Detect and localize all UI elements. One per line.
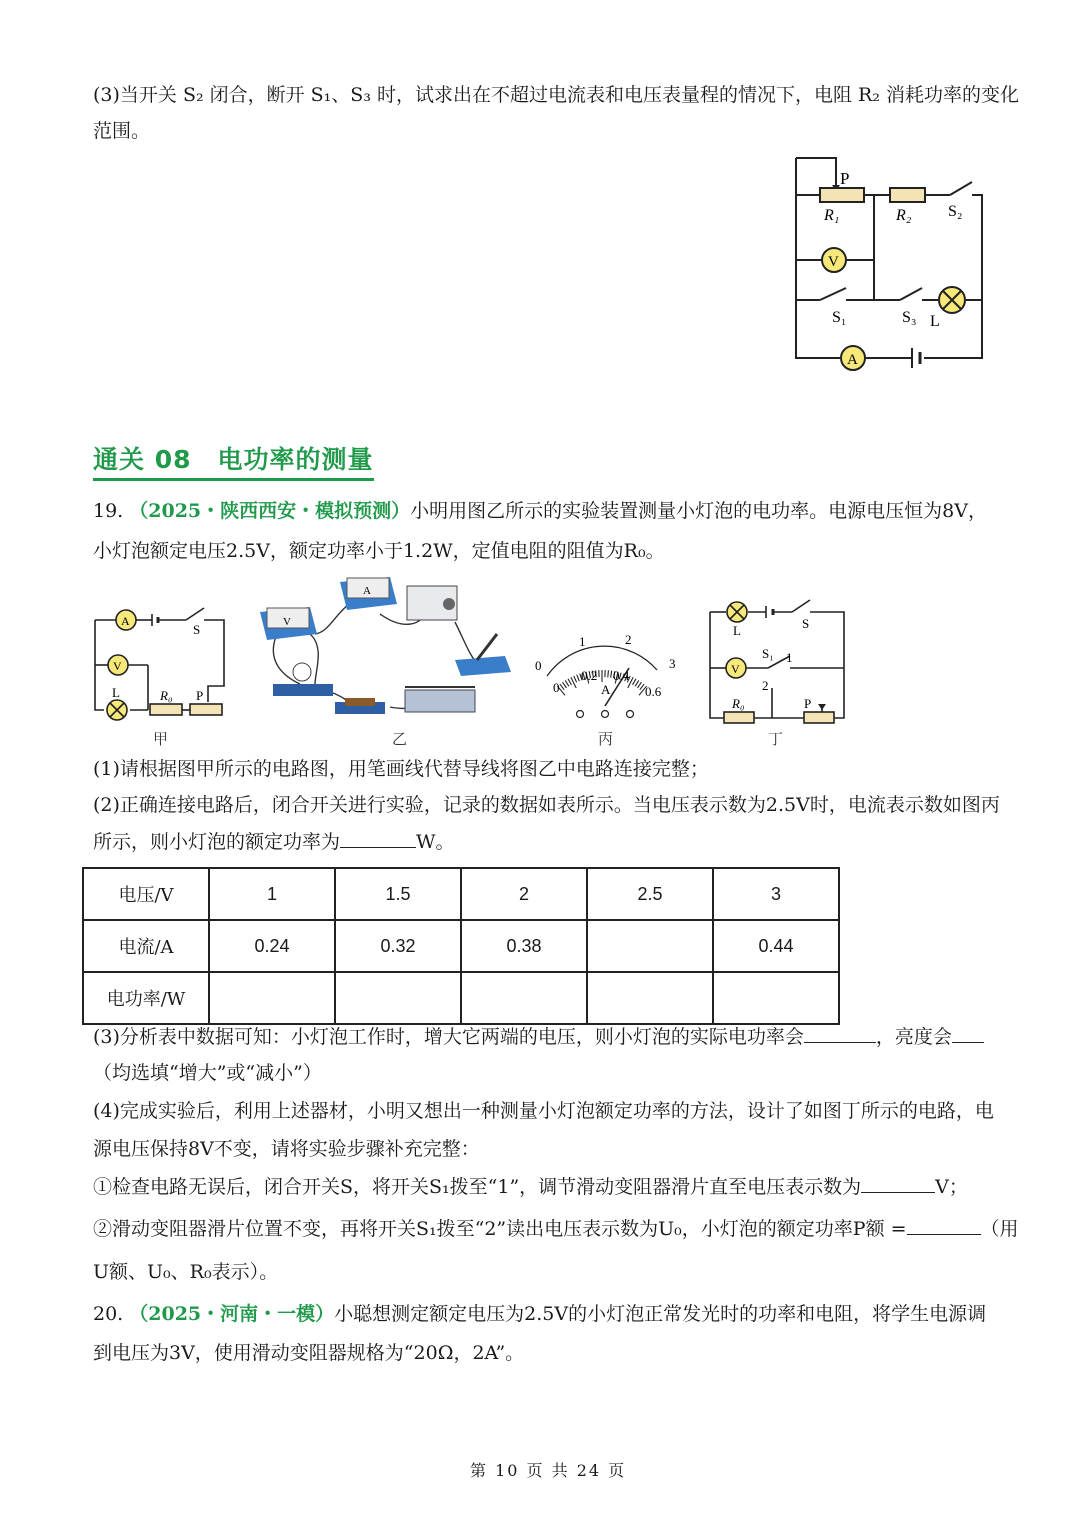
q19-number: 19. [93,500,124,522]
dial-tick [638,682,642,688]
jia-label-R0: R₀ [160,688,173,703]
q18-part3-line1: (3)当开关 S₂ 闭合，断开 S₁、S₃ 时，试求出在不超过电流表和电压表量程的情况下，电阻 R₂ 消耗功率的变化 [93,84,1019,106]
table-row [83,972,839,1024]
q19-step2-suffix: （用 [980,1218,1019,1240]
q18-part3-line2: 范围。 [93,120,151,142]
circuit-diagram-top [780,150,1000,375]
q19-step1-text: ①检查电路无误后，闭合开关S，将开关S₁拨至“1”，调节滑动变阻器滑片直至电压表示数为 [93,1176,862,1198]
q19-part1: (1)请根据图甲所示的电路图，用笔画线代替导线将图乙中电路连接完整； [93,758,709,780]
dial-tick [611,671,612,678]
table-cell: 电功率/W [83,972,209,1024]
ding-label-R0: R₀ [732,696,745,711]
figure-bing-dial [525,628,685,723]
ammeter-label: A [847,352,858,368]
ding-label-S1: S₁ [762,646,774,661]
table-row [83,920,839,972]
table-cell-empty[interactable] [587,972,713,1024]
caption-jia: 甲 [153,730,169,748]
table-cell-empty[interactable] [335,972,461,1024]
q19-part3-line1 [93,1024,984,1050]
q20-source: （2025・河南・一模） [129,1303,335,1325]
table-cell: 0.44 [713,920,839,972]
table-cell: 2.5 [587,868,713,920]
q20-line2: 到电压为3V，使用滑动变阻器规格为“20Ω，2A”。 [93,1342,525,1364]
data-table [82,867,840,1025]
page-footer: 第 10 页 共 24 页 [470,1461,627,1480]
q19-part2-line2 [93,829,455,855]
table-cell-empty[interactable] [209,972,335,1024]
q19-part3-line2: （均选填“增大”或“减小”） [93,1062,322,1084]
figure-jia [90,600,235,725]
label-P: P [840,169,850,188]
dial-tick [608,670,609,677]
bing-tick-0.6: 0.6 [645,684,662,699]
ding-label-P: P [804,696,812,711]
table-cell: 3 [713,868,839,920]
q19-part4-line1: (4)完成实验后，利用上述器材，小明又想出一种测量小灯泡额定功率的方法，设计了如图丁所示的电路，电 [93,1100,994,1122]
bing-tick-0-outer: 0 [535,658,542,673]
jia-label-S: S [193,622,201,637]
table-cell: 0.32 [335,920,461,972]
ding-label-S: S [802,616,810,631]
label-S2: S₂ [948,203,963,220]
table-cell: 电流/A [83,920,209,972]
yi-voltmeter-label: V [283,616,291,628]
jia-label-P: P [196,688,204,703]
bing-tick-0.4: 0.4 [613,668,630,683]
label-S3: S₃ [902,309,917,326]
q20-number: 20. [93,1303,124,1325]
table-cell-empty[interactable] [713,972,839,1024]
answer-blank-rated-power-expression[interactable] [907,1216,981,1235]
bing-tick-0-inner: 0 [553,680,560,695]
label-S1: S₁ [832,309,847,326]
dial-tick [563,682,567,688]
bing-unit-A: A [601,682,611,697]
answer-blank-voltage[interactable] [861,1174,935,1193]
label-L: L [930,313,940,330]
label-R1: R₁ [824,207,840,224]
dial-tick [640,684,644,690]
ding-label-2: 2 [762,678,769,693]
section-heading: 通关 08 电功率的测量 [93,440,374,481]
table-cell: 0.24 [209,920,335,972]
caption-ding: 丁 [768,730,784,748]
q19-part3-text: (3)分析表中数据可知：小灯泡工作时，增大它两端的电压，则小灯泡的实际电功率会 [93,1026,804,1048]
q19-step2 [93,1216,1019,1242]
dial-tick [633,679,636,685]
q19-part4-line2: 源电压保持8V不变，请将实验步骤补充完整： [93,1138,480,1160]
q19-part2-unit: W。 [416,831,455,853]
table-cell-empty[interactable] [587,920,713,972]
bing-tick-0.2: 0.2 [581,668,598,683]
label-R2: R₂ [896,207,912,224]
jia-voltmeter-label: V [113,659,122,673]
ding-label-1: 1 [786,650,793,665]
answer-blank-power-change[interactable] [804,1024,876,1043]
q19-intro-line1 [93,498,987,524]
bing-tick-2: 2 [625,632,632,647]
voltmeter-label: V [828,254,839,270]
dial-tick [565,680,569,686]
answer-blank-brightness[interactable] [952,1024,984,1043]
jia-label-L: L [112,685,120,700]
ding-voltmeter-label: V [731,662,740,676]
q19-intro-line2: 小灯泡额定电压2.5V，额定功率小于1.2W，定值电阻的阻值为R₀。 [93,540,665,562]
dial-tick [574,676,577,682]
q19-source: （2025・陕西西安・模拟预测） [129,500,411,522]
caption-bing: 丙 [598,730,614,748]
q19-intro-text: 小明用图乙所示的实验装置测量小灯泡的电功率。电源电压恒为8V， [410,500,987,522]
q19-step2-line2: U额、U₀、R₀表示）。 [93,1261,279,1283]
table-cell: 2 [461,868,587,920]
table-cell-empty[interactable] [461,972,587,1024]
table-cell: 1.5 [335,868,461,920]
ding-label-L: L [733,623,741,638]
q20-text: 小聪想测定额定电压为2.5V的小灯泡正常发光时的功率和电阻，将学生电源调 [334,1303,987,1325]
q19-step2-text: ②滑动变阻器滑片位置不变，再将开关S₁拨至“2”读出电压表示数为U₀，小灯泡的额定功率P额 = [93,1218,907,1240]
bing-tick-3: 3 [669,656,676,671]
dial-tick [560,684,564,690]
q19-part2-text: 所示，则小灯泡的额定功率为 [93,831,341,853]
caption-yi: 乙 [392,730,408,748]
dial-tick [568,679,571,685]
q19-part3-brightness: ，亮度会 [875,1026,952,1048]
q19-step1 [93,1174,968,1200]
q19-step1-unit: V； [935,1176,968,1198]
dial-tick [577,675,580,682]
q20-line1 [93,1301,986,1327]
yi-ammeter-label: A [363,585,371,597]
figure-ding [700,598,855,726]
table-cell: 0.38 [461,920,587,972]
table-cell: 电压/V [83,868,209,920]
bing-tick-1: 1 [579,634,586,649]
dial-tick [635,680,639,686]
q19-part2-line1: (2)正确连接电路后，闭合开关进行实验，记录的数据如表所示。当电压表示数为2.5V时，电流表示数如图丙 [93,794,1000,816]
answer-blank-rated-power[interactable] [340,829,416,848]
table-row [83,868,839,920]
table-cell: 1 [209,868,335,920]
jia-ammeter-label: A [121,614,130,628]
figure-yi-apparatus [255,572,520,722]
